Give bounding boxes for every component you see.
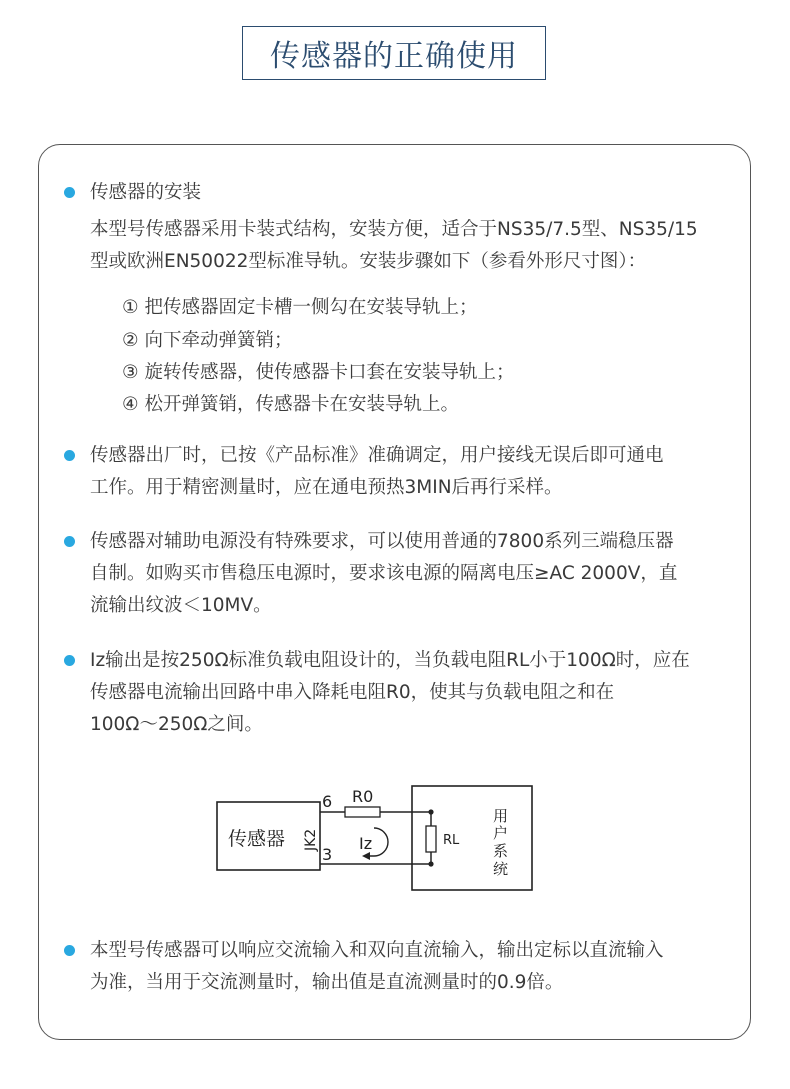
junction-dot-top [428,809,433,814]
r0-label: R0 [352,787,374,806]
user-system-char: 系 [493,842,509,860]
bullet-dot [64,655,75,666]
page-title: 传感器的正确使用 [242,26,546,80]
power-text: 传感器对辅助电源没有特殊要求，可以使用普通的7800系列三端稳压器 自制。如购买市售稳压电源时，要求该电源的隔离电压≥AC 2000V，直 流输出纹波＜10MV。 [90,531,678,616]
load-label: RL [443,833,460,848]
user-system-char: 统 [493,860,509,878]
load-resistor [426,826,436,852]
sensor-label: 传感器 [228,828,286,850]
output-text: Iz输出是按250Ω标准负载电阻设计的，当负载电阻RL小于100Ω时，应在 传感器电流输出回路中串入降耗电阻R0，使其与负载电阻之和在 100Ω～250Ω之间。 [90,650,690,735]
install-step-2: ② 向下牵动弹簧销； [122,330,293,351]
bullet-dot [64,187,75,198]
bullet-dot [64,450,75,461]
install-body: 本型号传感器采用卡装式结构，安装方便，适合于NS35/7.5型、NS35/15 型或欧洲EN50022型标准导轨。安装步骤如下（参看外形尺寸图）： [90,219,698,272]
calibration-text: 传感器出厂时，已按《产品标准》准确调定，用户接线无误后即可通电 工作。用于精密测量时，应在通电预热3MIN后再行采样。 [90,445,664,498]
install-step-1: ① 把传感器固定卡槽一侧勾在安装导轨上； [122,297,478,318]
bullet-dot [64,945,75,956]
connector-label: JK2 [303,828,319,851]
wiring-diagram [214,783,544,895]
junction-dot-bottom [428,861,433,866]
install-step-3: ③ 旋转传感器，使传感器卡口套在安装导轨上； [122,362,515,383]
install-heading: 传感器的安装 [90,182,202,203]
install-step-4: ④ 松开弹簧销，传感器卡在安装导轨上。 [122,394,459,415]
resistor-r0 [345,807,380,817]
current-label: Iz [359,834,373,853]
pin-bottom-label: 3 [322,845,333,864]
ac-dc-text: 本型号传感器可以响应交流输入和双向直流输入，输出定标以直流输入 为准，当用于交流测量时，输出值是直流测量时的0.9倍。 [90,940,664,993]
user-system-char: 用 [493,807,509,825]
user-system-char: 户 [493,824,509,842]
bullet-dot [64,536,75,547]
current-arrow-icon [362,852,370,860]
pin-top-label: 6 [322,792,333,811]
